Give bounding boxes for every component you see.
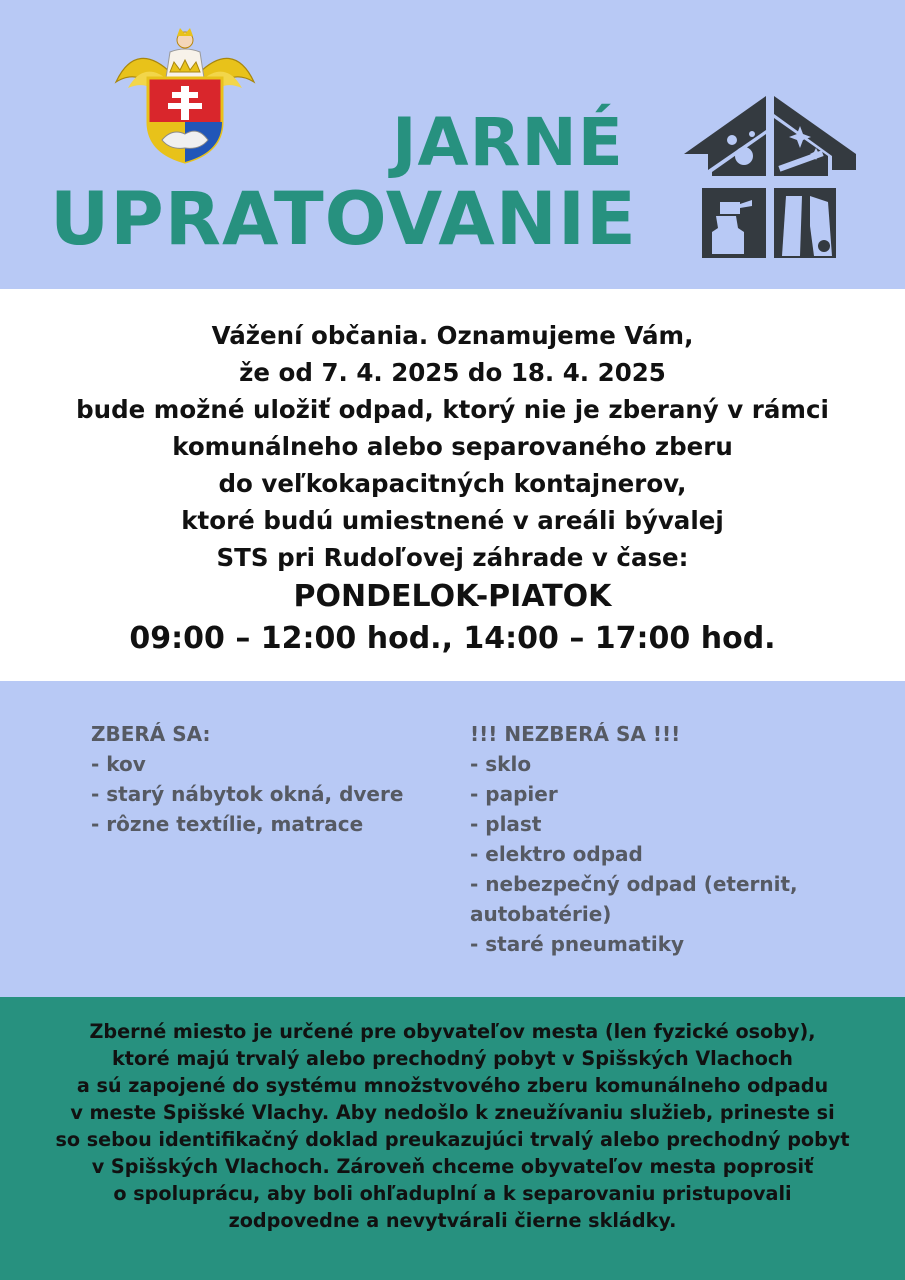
list-item: - starý nábytok okná, dvere [91,782,404,806]
footer-line: v Spišských Vlachoch. Zároveň chceme obyvateľov mesta poprosiť [91,1155,814,1178]
notice-line: STS pri Rudoľovej záhrade v čase: [216,543,689,572]
footer-section [0,997,905,1280]
list-item: autobatérie) [470,902,612,926]
list-item: - nebezpečný odpad (eternit, [470,872,798,896]
not-collected-list [470,719,840,959]
footer-line: a sú zapojené do systému množstvového zberu komunálneho odpadu [76,1074,829,1097]
opening-days: PONDELOK-PIATOK [293,579,612,614]
list-item: - sklo [470,752,532,776]
title-upratovanie: UPRATOVANIE [50,177,637,262]
footer-line: v meste Spišské Vlachy. Aby nedošlo k zneužívaniu služieb, prineste si [70,1101,835,1124]
notice-line: do veľkokapacitných kontajnerov, [218,469,687,498]
notice-section [0,289,905,681]
title-jarne: JARNÉ [392,104,624,181]
notice-line: Vážení občania. Oznamujeme Vám, [211,321,694,350]
header-band [0,0,905,289]
footer-line: so sebou identifikačný doklad preukazujúci trvalý alebo prechodný pobyt [55,1128,850,1151]
collected-heading: ZBERÁ SA: [91,722,211,746]
list-item: - plast [470,812,542,836]
list-item: - rôzne textílie, matrace [91,812,364,836]
waste-lists-section [0,681,905,997]
opening-hours: 09:00 – 12:00 hod., 14:00 – 17:00 hod. [129,621,776,656]
house-cleaning-icon [682,96,858,260]
footer-line: zodpovedne a nevytvárali čierne skládky. [228,1209,677,1232]
collected-list [91,719,431,839]
footer-line: ktoré majú trvalý alebo prechodný pobyt v Spišských Vlachoch [112,1047,793,1070]
list-item: - staré pneumatiky [470,932,685,956]
footer-line: Zberné miesto je určené pre obyvateľov mesta (len fyzické osoby), [89,1020,816,1043]
notice-line: bude možné uložiť odpad, ktorý nie je zberaný v rámci [76,395,829,424]
list-item: - kov [91,752,146,776]
footer-line: o spoluprácu, aby boli ohľaduplní a k separovaniu pristupovali [113,1182,792,1205]
not-collected-heading: !!! NEZBERÁ SA !!! [470,722,681,746]
coat-of-arms-icon [110,22,260,172]
notice-line: komunálneho alebo separovaného zberu [172,432,733,461]
notice-line: že od 7. 4. 2025 do 18. 4. 2025 [239,358,666,387]
list-item: - elektro odpad [470,842,643,866]
notice-line: ktoré budú umiestnené v areáli bývalej [181,506,724,535]
list-item: - papier [470,782,558,806]
